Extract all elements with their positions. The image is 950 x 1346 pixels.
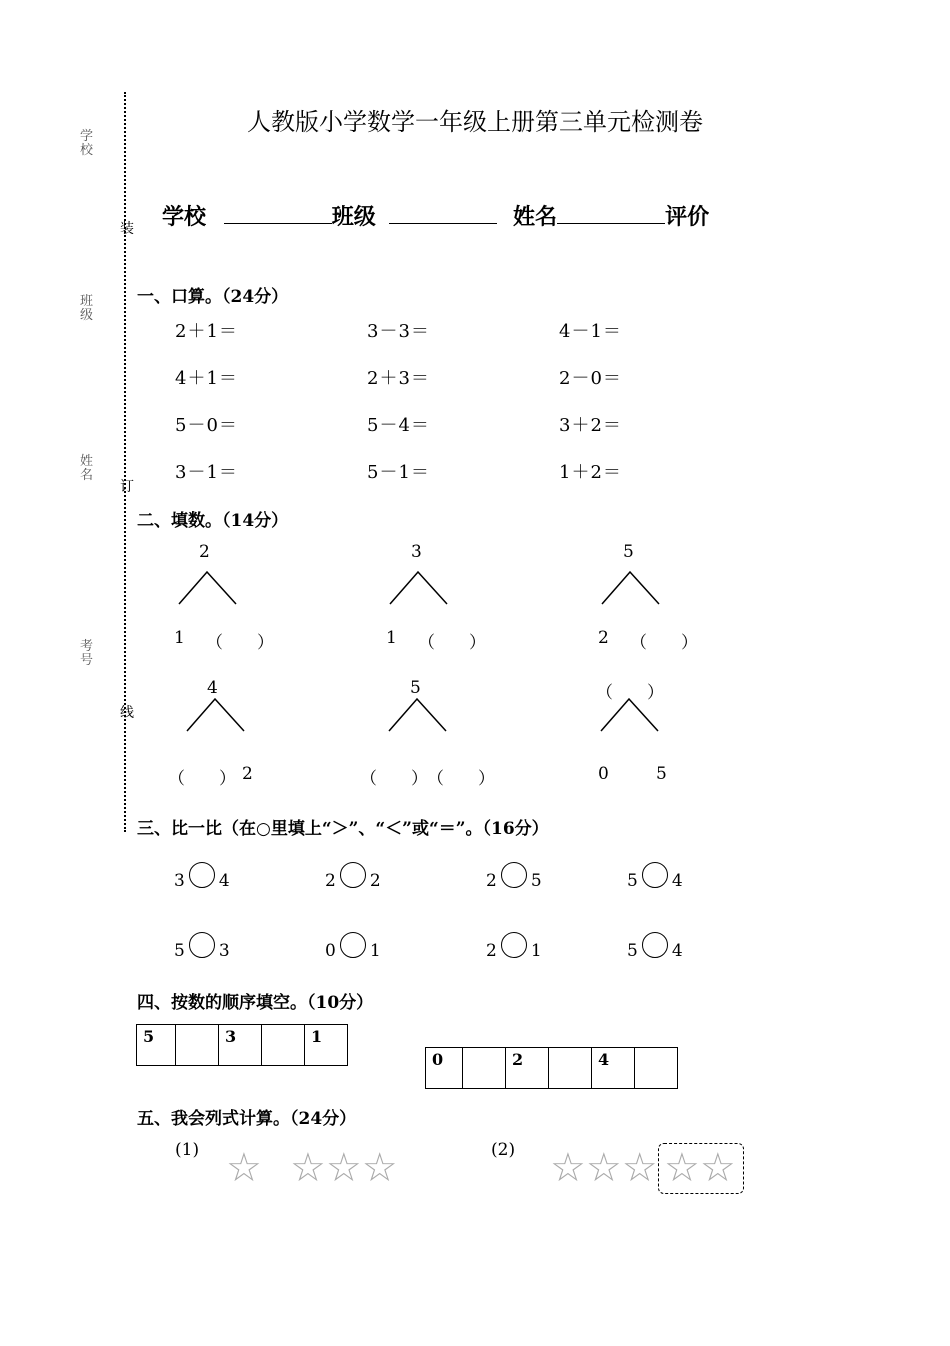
split-tree-lines xyxy=(178,570,238,606)
sequence-table-2 xyxy=(425,1047,678,1089)
compare-right: 4 xyxy=(671,871,683,891)
name-label: 姓名 xyxy=(513,204,558,230)
calc-item: 5－1＝ xyxy=(367,462,430,483)
tree-left-number: 2 xyxy=(598,628,609,648)
calc-item: 3－1＝ xyxy=(175,462,238,483)
split-tree-lines xyxy=(389,570,449,606)
split-tree-lines xyxy=(600,697,660,733)
compare-item xyxy=(325,862,381,891)
star-icon-group: ☆☆☆ xyxy=(290,1145,398,1191)
problem-label-2: (2) xyxy=(491,1140,516,1160)
binding-char-ding: 订 xyxy=(120,479,134,495)
compare-left: 0 xyxy=(325,941,336,961)
compare-circle[interactable] xyxy=(501,932,527,958)
name-blank[interactable] xyxy=(557,201,665,224)
compare-circle[interactable] xyxy=(642,932,668,958)
page-title: 人教版小学数学一年级上册第三单元检测卷 xyxy=(247,108,703,136)
tree-top-number: 3 xyxy=(411,542,422,562)
calc-item: 1＋2＝ xyxy=(559,462,622,483)
sequence-cell: 4 xyxy=(592,1048,635,1089)
compare-item xyxy=(627,932,683,961)
section2-heading: 二、填数。（14分） xyxy=(137,511,289,531)
side-label-exam-number: 考号 xyxy=(80,639,94,668)
split-tree-lines xyxy=(186,697,246,733)
compare-circle[interactable] xyxy=(189,932,215,958)
sequence-cell: 5 xyxy=(137,1025,176,1066)
sequence-cell: 1 xyxy=(305,1025,348,1066)
star-icon-group: ☆☆ xyxy=(664,1145,736,1191)
sequence-blank-cell[interactable] xyxy=(549,1048,592,1089)
tree-top-number: 5 xyxy=(623,542,634,562)
compare-right: 4 xyxy=(218,871,230,891)
tree-right-blank[interactable]: （ ） xyxy=(418,633,486,653)
class-label: 班级 xyxy=(331,204,376,230)
school-label: 学校 xyxy=(162,204,207,230)
sequence-blank-cell[interactable] xyxy=(635,1048,678,1089)
section3-heading: 三、比一比（在○里填上“＞”、“＜”或“＝”。（16分） xyxy=(137,819,549,839)
calc-item: 3＋2＝ xyxy=(559,415,622,436)
tree-right-blank[interactable]: （ ） xyxy=(206,633,274,653)
compare-right: 1 xyxy=(369,941,381,961)
sequence-cell: 0 xyxy=(426,1048,463,1089)
compare-right: 2 xyxy=(369,871,381,891)
problem-label-1: (1) xyxy=(175,1140,200,1160)
tree-left-number: 1 xyxy=(386,628,397,648)
side-label-class: 班级 xyxy=(80,294,94,323)
side-label-school: 学校 xyxy=(80,129,94,158)
tree-right-number: 5 xyxy=(656,764,667,784)
compare-item xyxy=(627,862,683,891)
compare-left: 5 xyxy=(627,871,638,891)
calc-item: 4＋1＝ xyxy=(175,368,238,389)
compare-circle[interactable] xyxy=(340,932,366,958)
side-label-name: 姓名 xyxy=(80,454,94,483)
tree-left-number: 1 xyxy=(174,628,185,648)
sequence-table-1 xyxy=(136,1024,348,1066)
sequence-blank-cell[interactable] xyxy=(262,1025,305,1066)
star-icon-group: ☆ xyxy=(226,1145,262,1191)
compare-item xyxy=(325,932,381,961)
tree-top-blank[interactable]: （ ） xyxy=(596,683,664,703)
compare-circle[interactable] xyxy=(642,862,668,888)
compare-item xyxy=(486,862,542,891)
calc-item: 5－0＝ xyxy=(175,415,238,436)
compare-item xyxy=(174,862,230,891)
tree-top-number: 4 xyxy=(207,678,218,698)
calc-item: 4－1＝ xyxy=(559,321,622,342)
binding-char-xian: 线 xyxy=(120,705,134,721)
compare-circle[interactable] xyxy=(501,862,527,888)
rating-label: 评价 xyxy=(665,204,710,230)
tree-right-blank[interactable]: （ ） xyxy=(427,769,495,789)
sequence-blank-cell[interactable] xyxy=(176,1025,219,1066)
compare-left: 5 xyxy=(627,941,638,961)
calc-item: 5－4＝ xyxy=(367,415,430,436)
compare-left: 2 xyxy=(486,871,497,891)
sequence-cell: 3 xyxy=(219,1025,262,1066)
split-tree-lines xyxy=(388,697,448,733)
calc-item: 3－3＝ xyxy=(367,321,430,342)
compare-item xyxy=(174,932,230,961)
tree-right-number: 2 xyxy=(242,764,253,784)
compare-left: 3 xyxy=(174,871,185,891)
compare-circle[interactable] xyxy=(340,862,366,888)
compare-right: 1 xyxy=(530,941,542,961)
tree-right-blank[interactable]: （ ） xyxy=(630,633,698,653)
calc-item: 2－0＝ xyxy=(559,368,622,389)
compare-left: 2 xyxy=(325,871,336,891)
star-icon-group: ☆☆☆ xyxy=(550,1145,658,1191)
compare-circle[interactable] xyxy=(189,862,215,888)
section4-heading: 四、按数的顺序填空。（10分） xyxy=(137,993,374,1013)
tree-left-number: 0 xyxy=(598,764,609,784)
calc-item: 2＋1＝ xyxy=(175,321,238,342)
tree-top-number: 5 xyxy=(410,678,421,698)
binding-char-zhuang: 装 xyxy=(120,221,134,237)
section1-heading: 一、口算。（24分） xyxy=(137,287,289,307)
compare-right: 3 xyxy=(218,941,230,961)
calc-item: 2＋3＝ xyxy=(367,368,430,389)
compare-right: 4 xyxy=(671,941,683,961)
tree-top-number: 2 xyxy=(199,542,210,562)
school-blank[interactable] xyxy=(224,201,332,224)
sequence-blank-cell[interactable] xyxy=(463,1048,506,1089)
split-tree-lines xyxy=(601,570,661,606)
compare-left: 5 xyxy=(174,941,185,961)
student-info-line xyxy=(162,200,709,231)
compare-left: 2 xyxy=(486,941,497,961)
class-blank[interactable] xyxy=(389,201,497,224)
compare-right: 5 xyxy=(530,871,542,891)
tree-left-blank[interactable]: （ ） xyxy=(360,769,428,789)
sequence-cell: 2 xyxy=(506,1048,549,1089)
tree-left-blank[interactable]: （ ） xyxy=(168,769,236,789)
section5-heading: 五、我会列式计算。（24分） xyxy=(137,1109,357,1129)
compare-item xyxy=(486,932,542,961)
